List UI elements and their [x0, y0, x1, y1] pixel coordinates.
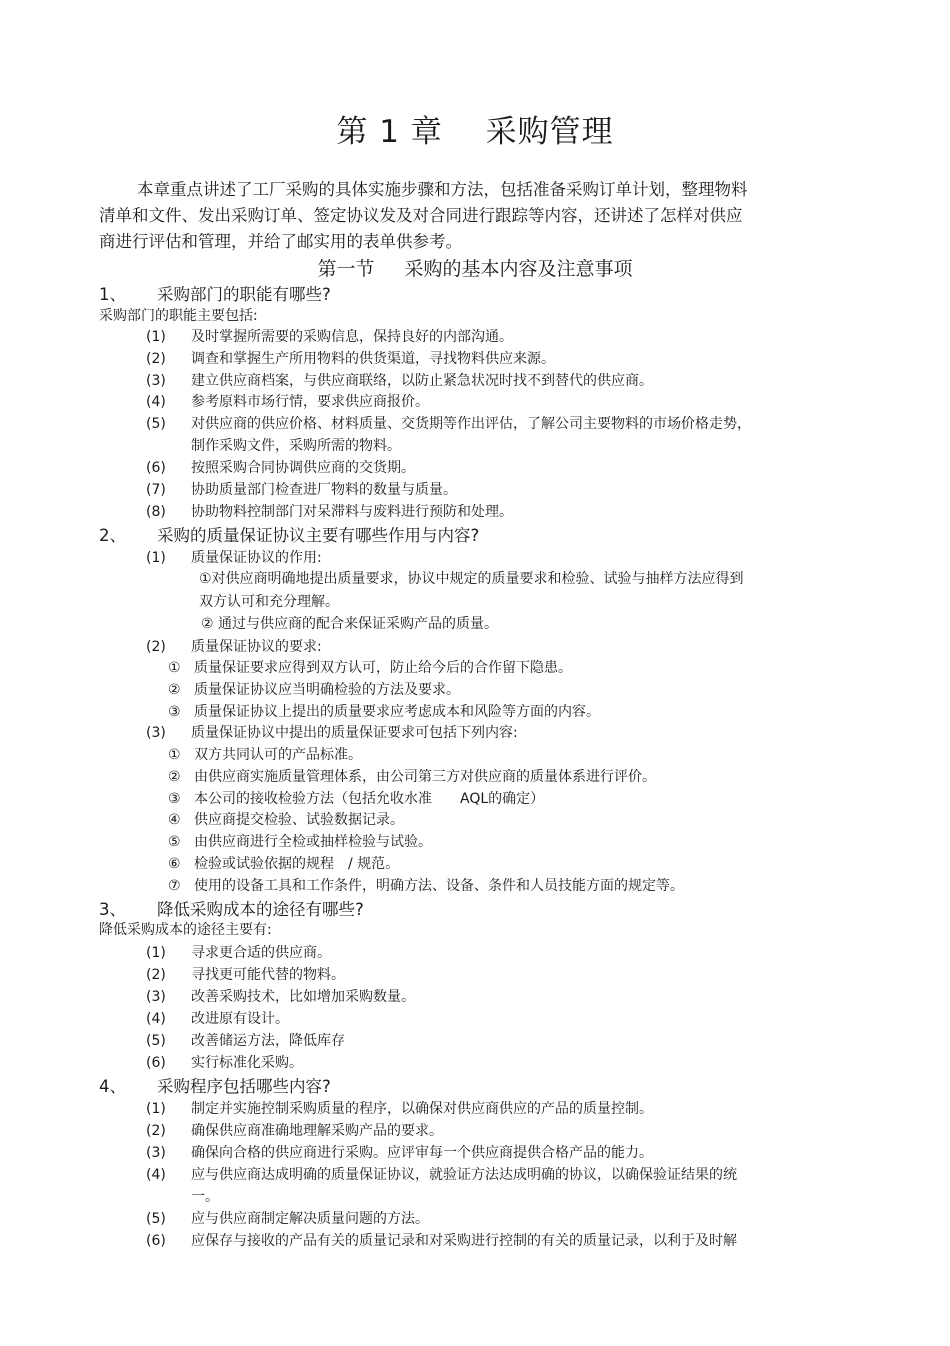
item-text: 制作采购文件，采购所需的物料。 [191, 438, 401, 454]
question-title: 采购部门的职能有哪些? [157, 285, 331, 304]
item-number: (5) [146, 1211, 166, 1227]
question-title: 采购程序包括哪些内容? [157, 1077, 331, 1096]
question-heading [99, 1075, 331, 1099]
sub-item-text: 检验或试验依据的规程 / 规范。 [194, 856, 400, 872]
item-number: (1) [146, 329, 166, 345]
question-title: 降低采购成本的途径有哪些? [157, 900, 364, 919]
paragraph-line: ② 通过与供应商的配合来保证采购产品的质量。 [201, 616, 498, 632]
item-number: (3) [146, 373, 166, 389]
sub-item-marker: ① [168, 747, 181, 763]
item-text: 改善储运方法，降低库存 [191, 1033, 345, 1049]
item-text: 及时掌握所需要的采购信息，保持良好的内部沟通。 [191, 329, 513, 345]
sub-item-marker: ⑤ [168, 834, 181, 850]
item-number: (5) [146, 416, 166, 432]
sub-item-marker: ① [168, 660, 181, 676]
item-number: (3) [146, 989, 166, 1005]
question-number: 4、 [99, 1077, 126, 1096]
question-lead: 降低采购成本的途径主要有: [99, 922, 272, 938]
item-number: (3) [146, 1145, 166, 1161]
item-number: (2) [146, 1123, 166, 1139]
item-text: 质量保证协议的作用: [191, 550, 322, 566]
chapter-title: 第 1 章 采购管理 [336, 114, 614, 150]
sub-item-text: 质量保证要求应得到双方认可，防止给今后的合作留下隐患。 [194, 660, 572, 676]
item-text: 协助质量部门检查进厂物料的数量与质量。 [191, 482, 457, 498]
item-number: (7) [146, 482, 166, 498]
item-number: (2) [146, 351, 166, 367]
sub-item-marker: ⑦ [168, 878, 181, 894]
sub-item-text: 质量保证协议应当明确检验的方法及要求。 [194, 682, 460, 698]
sub-item-text: 使用的设备工具和工作条件，明确方法、设备、条件和人员技能方面的规定等。 [194, 878, 684, 894]
item-number: (6) [146, 1055, 166, 1071]
sub-item-text: 本公司的接收检验方法（包括允收水准 AQL的确定） [194, 791, 545, 807]
question-number: 2、 [99, 526, 126, 545]
intro-paragraph [99, 177, 819, 255]
item-text: 对供应商的供应价格、材料质量、交货期等作出评估，了解公司主要物料的市场价格走势， [191, 416, 751, 432]
question-lead: 采购部门的职能主要包括: [99, 308, 258, 324]
item-text: 一。 [191, 1189, 219, 1205]
sub-item-text: 双方共同认可的产品标准。 [194, 747, 362, 763]
item-number: (1) [146, 1101, 166, 1117]
paragraph-line: 双方认可和充分理解。 [199, 594, 339, 610]
item-text: 寻找更可能代替的物料。 [191, 967, 345, 983]
item-text: 建立供应商档案，与供应商联络，以防止紧急状况时找不到替代的供应商。 [191, 373, 653, 389]
sub-item-text: 质量保证协议上提出的质量要求应考虑成本和风险等方面的内容。 [194, 704, 600, 720]
item-text: 协助物料控制部门对呆滞料与废料进行预防和处理。 [191, 504, 513, 520]
sub-item-marker: ③ [168, 704, 181, 720]
item-text: 参考原料市场行情，要求供应商报价。 [191, 394, 429, 410]
question-heading [99, 283, 331, 307]
question-heading [99, 524, 479, 548]
item-text: 确保供应商准确地理解采购产品的要求。 [191, 1123, 443, 1139]
sub-item-marker: ② [168, 769, 181, 785]
item-text: 实行标准化采购。 [191, 1055, 303, 1071]
item-number: (4) [146, 394, 166, 410]
item-number: (2) [146, 639, 166, 655]
item-number: (4) [146, 1167, 166, 1183]
item-text: 应与供应商达成明确的质量保证协议，就验证方法达成明确的协议，以确保验证结果的统 [191, 1167, 737, 1183]
item-text: 调查和掌握生产所用物料的供货渠道，寻找物料供应来源。 [191, 351, 555, 367]
item-text: 质量保证协议中提出的质量保证要求可包括下列内容: [191, 725, 518, 741]
item-number: (5) [146, 1033, 166, 1049]
item-text: 应与供应商制定解决质量问题的方法。 [191, 1211, 429, 1227]
item-number: (6) [146, 460, 166, 476]
item-number: (1) [146, 945, 166, 961]
item-number: (4) [146, 1011, 166, 1027]
question-title: 采购的质量保证协议主要有哪些作用与内容? [157, 526, 480, 545]
question-number: 3、 [99, 900, 126, 919]
item-text: 质量保证协议的要求: [191, 639, 322, 655]
sub-item-marker: ② [168, 682, 181, 698]
sub-item-marker: ③ [168, 791, 181, 807]
item-number: (8) [146, 504, 166, 520]
item-text: 寻求更合适的供应商。 [191, 945, 331, 961]
item-text: 改进原有设计。 [191, 1011, 289, 1027]
question-heading [99, 898, 364, 922]
item-number: (6) [146, 1233, 166, 1249]
intro-line-3: 商进行评估和管理，并给了邮实用的表单供参考。 [99, 232, 462, 251]
sub-item-text: 由供应商进行全检或抽样检验与试验。 [194, 834, 432, 850]
sub-item-text: 供应商提交检验、试验数据记录。 [194, 812, 404, 828]
sub-item-marker: ⑥ [168, 856, 181, 872]
item-text: 按照采购合同协调供应商的交货期。 [191, 460, 415, 476]
item-number: (3) [146, 725, 166, 741]
item-text: 确保向合格的供应商进行采购。应评审每一个供应商提供合格产品的能力。 [191, 1145, 653, 1161]
intro-line-1: 本章重点讲述了工厂采购的具体实施步骤和方法，包括准备采购订单计划，整理物料 [137, 180, 748, 199]
item-text: 改善采购技术，比如增加采购数量。 [191, 989, 415, 1005]
sub-item-marker: ④ [168, 812, 181, 828]
item-number: (2) [146, 967, 166, 983]
section-number: 第一节 [317, 258, 375, 280]
intro-line-2: 清单和文件、发出采购订单、签定协议发及对合同进行跟踪等内容，还讲述了怎样对供应 [99, 206, 743, 225]
item-text: 制定并实施控制采购质量的程序，以确保对供应商供应的产品的质量控制。 [191, 1101, 653, 1117]
section-heading: 采购的基本内容及注意事项 [404, 258, 633, 280]
sub-item-text: 由供应商实施质量管理体系，由公司第三方对供应商的质量体系进行评价。 [194, 769, 656, 785]
item-number: (1) [146, 550, 166, 566]
question-number: 1、 [99, 285, 126, 304]
section-title [0, 254, 950, 281]
paragraph-line: ①对供应商明确地提出质量要求，协议中规定的质量要求和检验、试验与抽样方法应得到 [199, 571, 744, 587]
item-text: 应保存与接收的产品有关的质量记录和对采购进行控制的有关的质量记录，以利于及时解 [191, 1233, 737, 1249]
